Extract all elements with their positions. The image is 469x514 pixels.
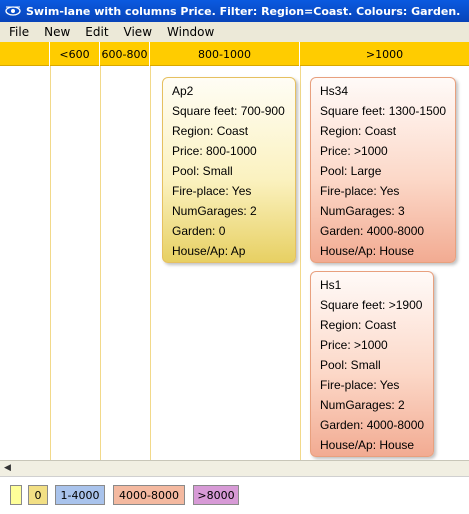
- card-name: Ap2: [172, 84, 194, 98]
- card-field: Square feet: 1300-1500: [320, 104, 447, 118]
- card-field: House/Ap: Ap: [172, 244, 246, 258]
- card-field: Square feet: >1900: [320, 298, 423, 312]
- legend-chip-4000-8000[interactable]: [113, 485, 185, 505]
- card-field: Region: Coast: [320, 124, 397, 138]
- window-title: Swim-lane with columns Price. Filter: Region=Coast. Colours: Garden.: [26, 4, 461, 18]
- card-hs1[interactable]: [310, 271, 434, 457]
- card-field: Pool: Small: [172, 164, 233, 178]
- title-bar: [0, 0, 469, 22]
- eye-icon[interactable]: [4, 4, 22, 18]
- column-header-blank[interactable]: [0, 42, 50, 66]
- card-field: NumGarages: 2: [172, 204, 257, 218]
- card-field: Fire-place: Yes: [320, 378, 400, 392]
- lane-divider: [50, 66, 51, 460]
- column-header-600-800[interactable]: 600-800: [100, 42, 150, 66]
- card-field: Price: 800-1000: [172, 144, 257, 158]
- card-field: House/Ap: House: [320, 244, 415, 258]
- menu-edit[interactable]: Edit: [85, 25, 109, 39]
- menu-bar: [0, 22, 469, 42]
- column-header-800-1000[interactable]: 800-1000: [150, 42, 300, 66]
- card-field: Pool: Large: [320, 164, 382, 178]
- legend-chip-0[interactable]: [28, 485, 48, 505]
- horizontal-scrollbar[interactable]: [0, 460, 469, 476]
- card-field: NumGarages: 3: [320, 204, 405, 218]
- card-ap2[interactable]: [162, 77, 296, 263]
- lane-divider: [150, 66, 151, 460]
- swimlane-area[interactable]: [0, 66, 469, 460]
- menu-window[interactable]: Window: [167, 25, 215, 39]
- legend-chip-label: >8000: [197, 488, 235, 502]
- card-field: Garden: 0: [172, 224, 226, 238]
- card-field: Square feet: 700-900: [172, 104, 285, 118]
- card-field: Fire-place: Yes: [172, 184, 252, 198]
- column-header-row: [0, 42, 469, 66]
- menu-file[interactable]: File: [9, 25, 30, 39]
- card-name: Hs1: [320, 278, 342, 292]
- card-field: House/Ap: House: [320, 438, 415, 452]
- card-field: NumGarages: 2: [320, 398, 405, 412]
- card-hs34[interactable]: [310, 77, 456, 263]
- scroll-left-icon[interactable]: ◀: [4, 463, 11, 473]
- card-field: Pool: Small: [320, 358, 381, 372]
- lane-divider: [300, 66, 301, 460]
- lane-divider: [100, 66, 101, 460]
- card-field: Fire-place: Yes: [320, 184, 400, 198]
- card-field: Garden: 4000-8000: [320, 224, 425, 238]
- column-header-gt1000[interactable]: >1000: [365, 47, 404, 61]
- card-field: Price: >1000: [320, 338, 388, 352]
- legend-bar: [0, 476, 469, 514]
- card-name: Hs34: [320, 84, 349, 98]
- legend-chip-label: 1-4000: [60, 488, 100, 502]
- menu-view[interactable]: View: [123, 25, 153, 39]
- legend-chip-label: 4000-8000: [119, 488, 179, 502]
- legend-chip-1-4000[interactable]: [55, 485, 105, 505]
- card-field: Region: Coast: [320, 318, 397, 332]
- legend-chip-gt8000[interactable]: [193, 485, 239, 505]
- legend-chip-empty[interactable]: [10, 485, 22, 505]
- card-field: Region: Coast: [172, 124, 249, 138]
- menu-new[interactable]: New: [44, 25, 71, 39]
- card-field: Garden: 4000-8000: [320, 418, 425, 432]
- legend-chip-label: 0: [34, 488, 42, 502]
- card-field: Price: >1000: [320, 144, 388, 158]
- column-header-lt600[interactable]: <600: [50, 42, 100, 66]
